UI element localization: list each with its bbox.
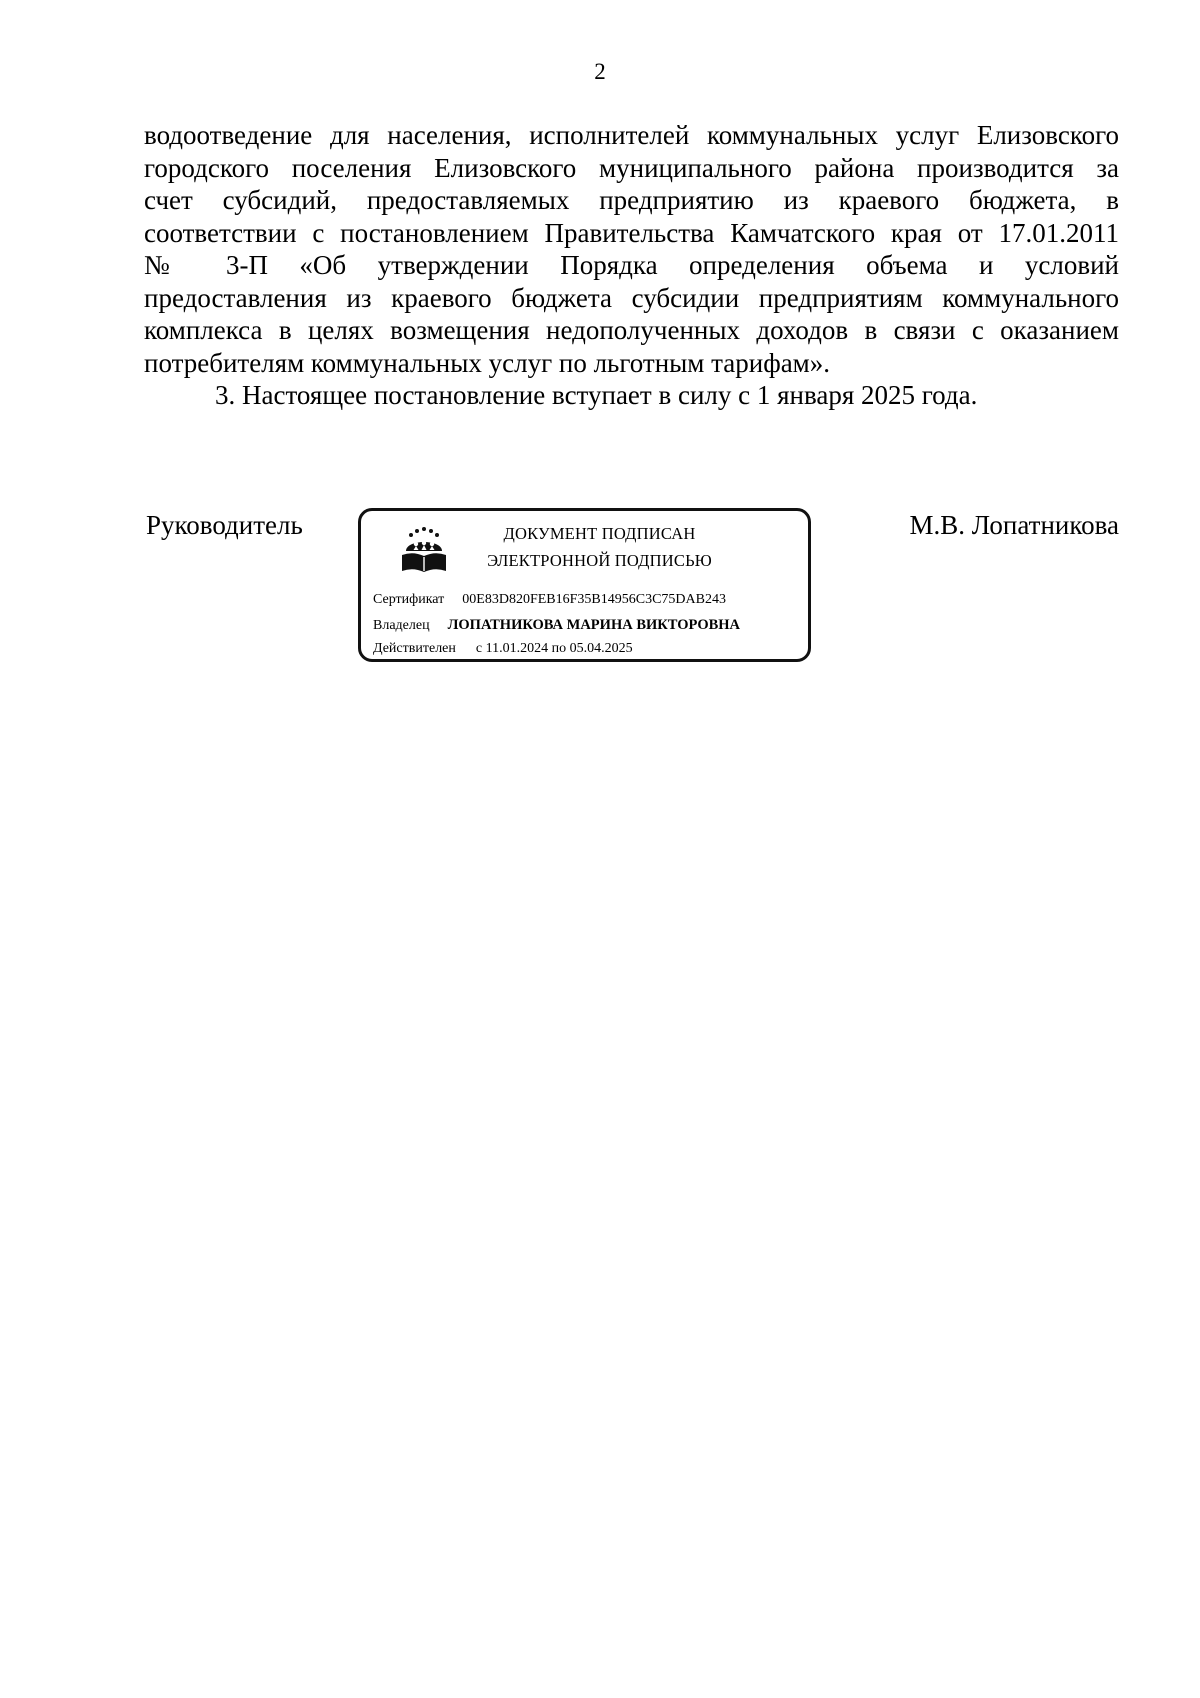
stamp-owner-label: Владелец [373, 618, 430, 633]
stamp-heading-line-2: ЭЛЕКТРОННОЙ ПОДПИСЬЮ [487, 551, 712, 570]
coat-of-arms-icon [397, 525, 451, 577]
page-number: 2 [594, 59, 606, 84]
paragraph-1-line: водоотведение для населения, исполнителей коммунальных услуг Елизовского [144, 120, 1119, 150]
stamp-certificate-value: 00E83D820FEB16F35B14956C3C75DAB243 [462, 592, 726, 607]
stamp-certificate-label: Сертификат [373, 592, 445, 607]
paragraph-2: 3. Настоящее постановление вступает в силу с 1 января 2025 года. [215, 380, 978, 410]
stamp-heading [457, 520, 742, 574]
paragraph-1-line: соответствии с постановлением Правительства Камчатского края от 17.01.2011 [144, 217, 1119, 248]
stamp-heading-line-1: ДОКУМЕНТ ПОДПИСАН [503, 524, 696, 543]
electronic-signature-stamp [358, 508, 811, 662]
stamp-valid-row [373, 639, 633, 659]
stamp-owner-value: ЛОПАТНИКОВА МАРИНА ВИКТОРОВНА [447, 617, 741, 633]
paragraph-1 [144, 119, 1119, 379]
paragraph-1-line: предоставления из краевого бюджета субсидии предприятиям коммунального [144, 282, 1119, 313]
stamp-valid-value: с 11.01.2024 по 05.04.2025 [475, 641, 633, 656]
stamp-certificate-row [373, 590, 726, 610]
paragraph-1-line: потребителям коммунальных услуг по льготным тарифам». [144, 347, 831, 378]
signer-name: М.В. Лопатникова [909, 510, 1119, 540]
stamp-valid-label: Действителен [373, 641, 456, 656]
paragraph-1-line: комплекса в целях возмещения недополученных доходов в связи с оказанием [144, 315, 1119, 345]
paragraph-1-line: счет субсидий, предоставляемых предприятию из краевого бюджета, в [144, 185, 1119, 215]
paragraph-1-line: городского поселения Елизовского муниципального района производится за [144, 152, 1119, 183]
body-text [144, 119, 1119, 412]
signer-title: Руководитель [146, 510, 303, 540]
stamp-owner-row [373, 615, 740, 636]
paragraph-1-line: № 3-П «Об утверждении Порядка определения объема и условий [144, 250, 1119, 280]
